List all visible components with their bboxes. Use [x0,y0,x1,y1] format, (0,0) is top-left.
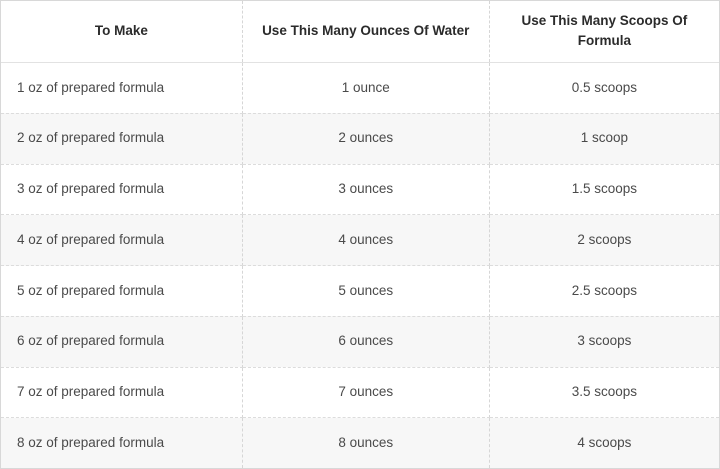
cell-to-make: 3 oz of prepared formula [1,164,242,215]
cell-water: 1 ounce [242,63,489,114]
table-body [1,63,719,468]
cell-to-make: 1 oz of prepared formula [1,63,242,114]
column-header-to-make: To Make [1,1,242,63]
cell-scoops: 1.5 scoops [489,164,719,215]
cell-to-make: 2 oz of prepared formula [1,113,242,164]
cell-water: 7 ounces [242,367,489,418]
cell-scoops: 2 scoops [489,215,719,266]
cell-water: 8 ounces [242,418,489,468]
cell-scoops: 3 scoops [489,316,719,367]
column-header-formula-scoops: Use This Many Scoops Of Formula [489,1,719,63]
cell-water: 6 ounces [242,316,489,367]
cell-to-make: 8 oz of prepared formula [1,418,242,468]
cell-scoops: 4 scoops [489,418,719,468]
cell-water: 5 ounces [242,266,489,317]
cell-scoops: 3.5 scoops [489,367,719,418]
cell-to-make: 4 oz of prepared formula [1,215,242,266]
cell-to-make: 6 oz of prepared formula [1,316,242,367]
table-row [1,63,719,114]
cell-scoops: 0.5 scoops [489,63,719,114]
table-row [1,113,719,164]
formula-mixing-table [1,1,719,468]
table-row [1,164,719,215]
table-row [1,215,719,266]
table-row [1,418,719,468]
cell-water: 3 ounces [242,164,489,215]
cell-scoops: 2.5 scoops [489,266,719,317]
table-row [1,316,719,367]
cell-water: 4 ounces [242,215,489,266]
table-header-row [1,1,719,63]
cell-to-make: 5 oz of prepared formula [1,266,242,317]
column-header-water-ounces: Use This Many Ounces Of Water [242,1,489,63]
cell-to-make: 7 oz of prepared formula [1,367,242,418]
table-row [1,367,719,418]
cell-water: 2 ounces [242,113,489,164]
cell-scoops: 1 scoop [489,113,719,164]
table-row [1,266,719,317]
table-header [1,1,719,63]
